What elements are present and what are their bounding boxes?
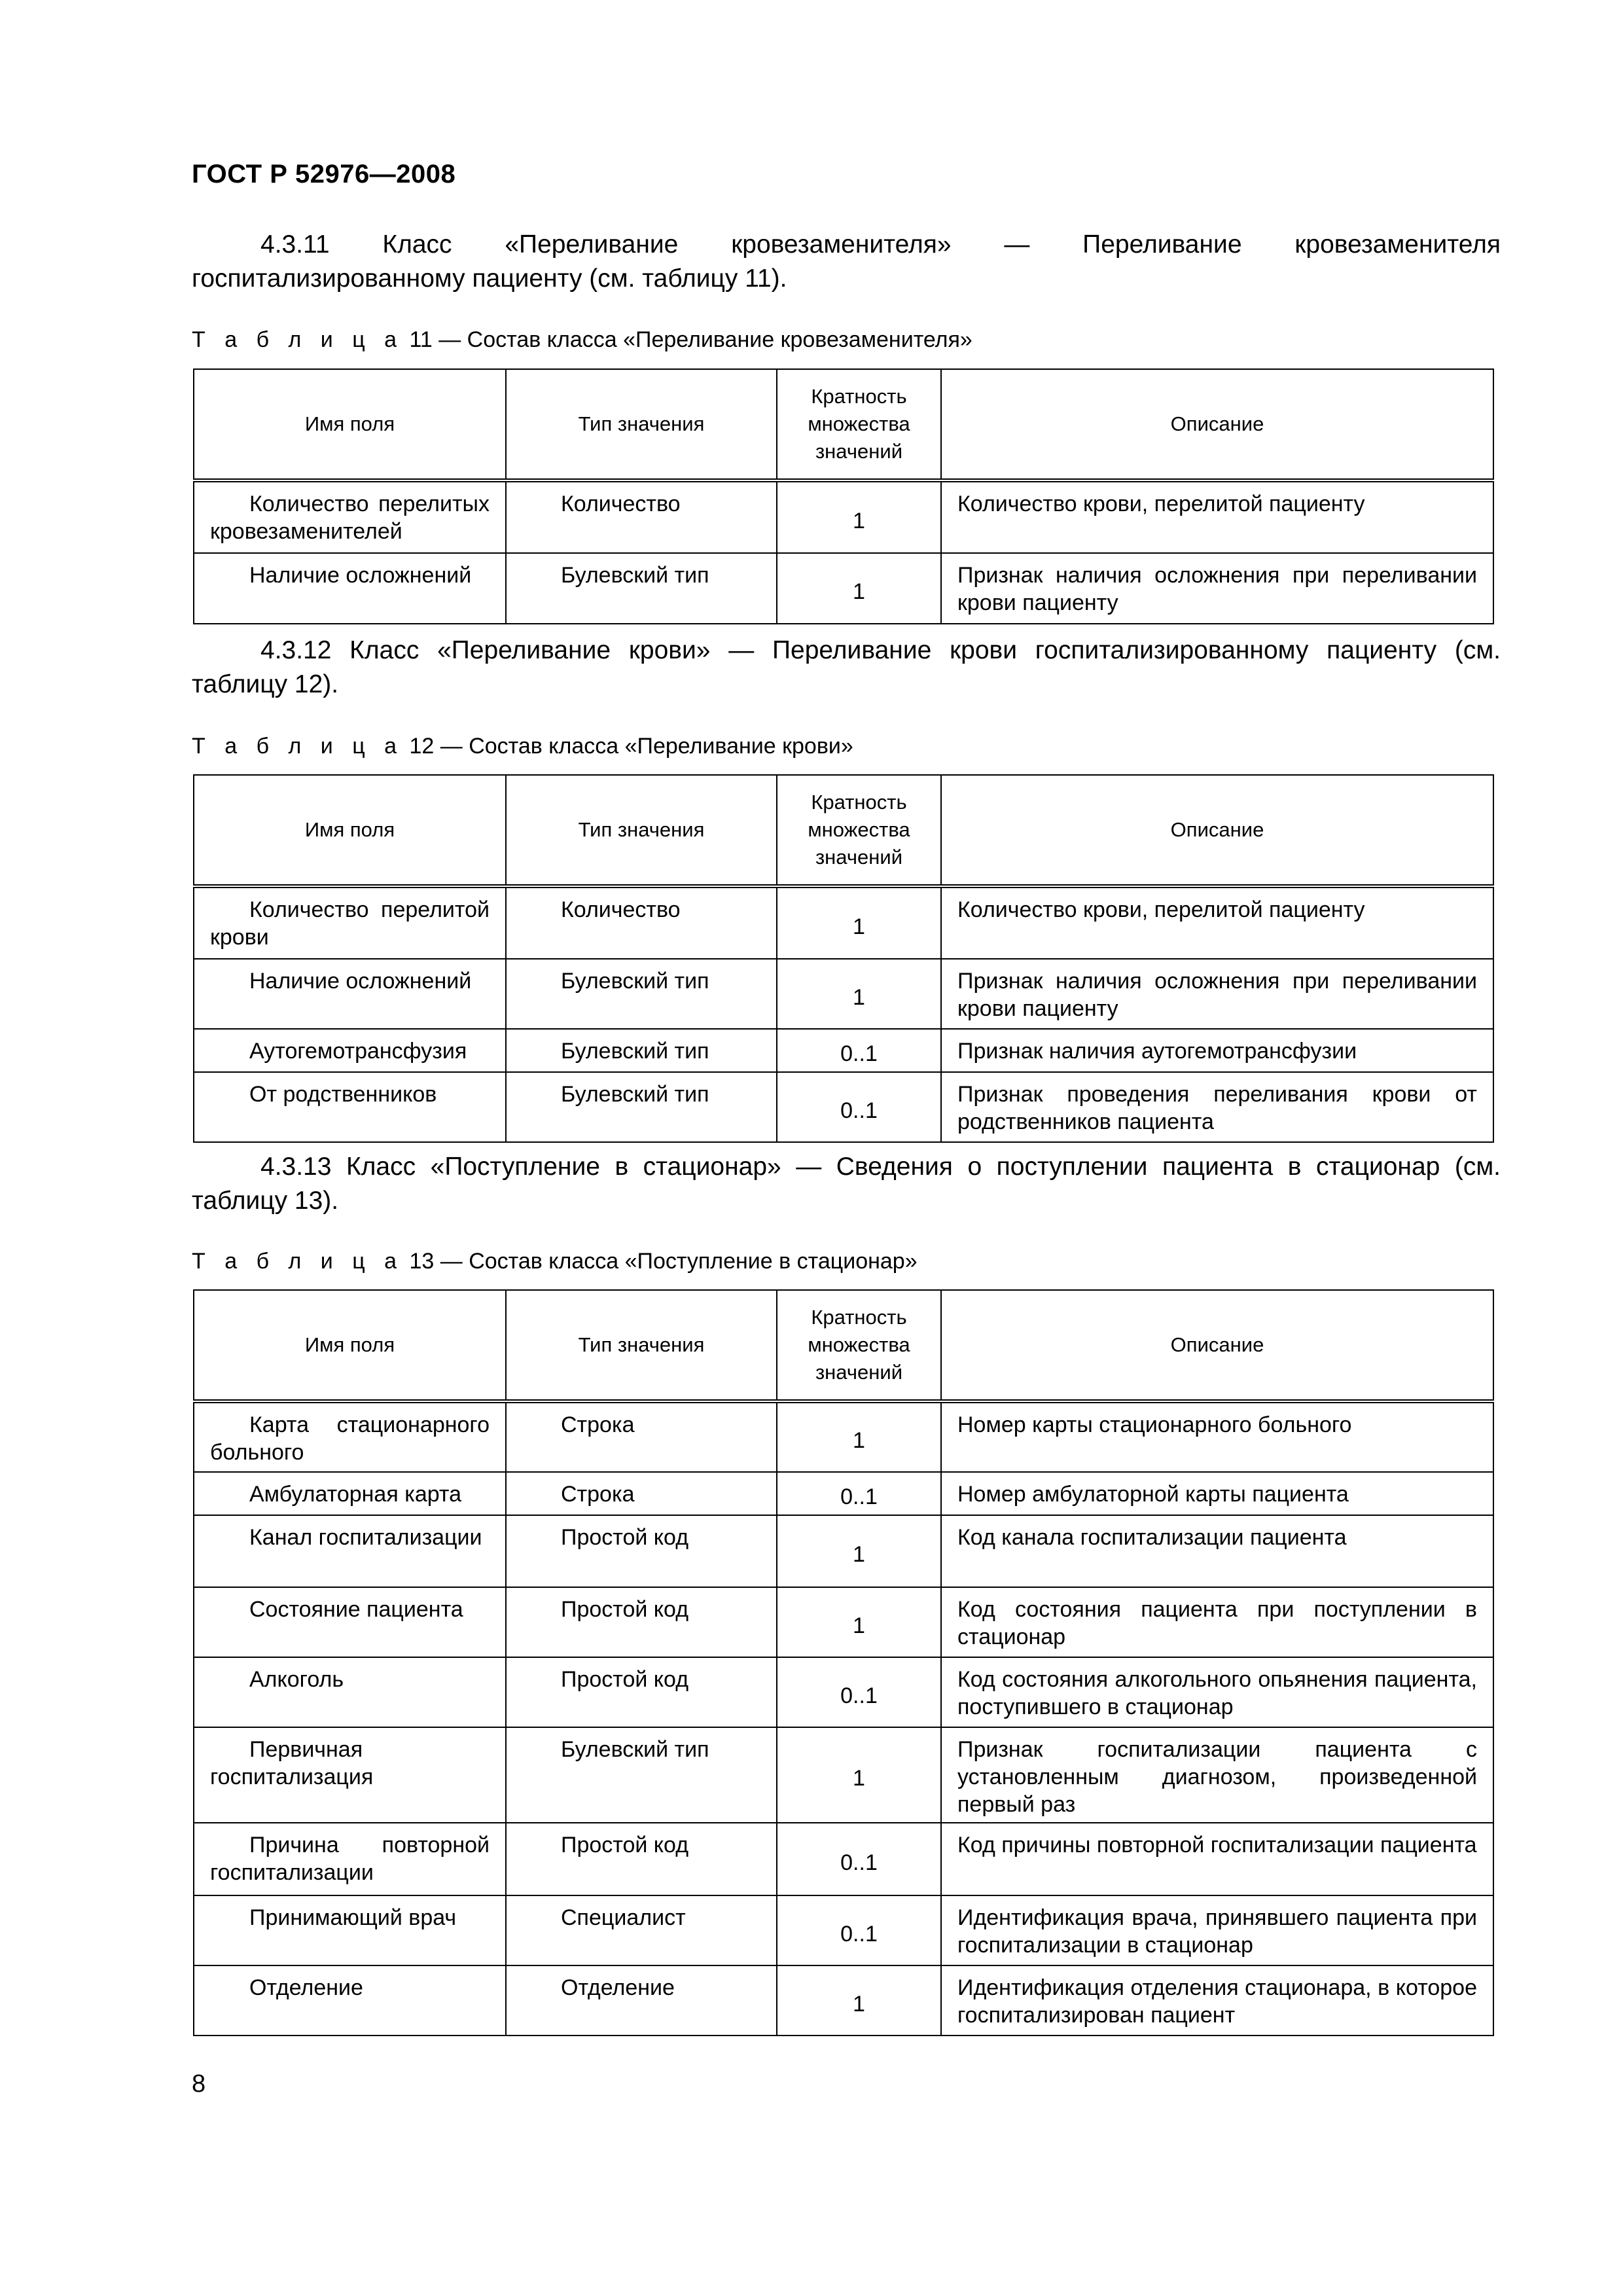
cell-value-type: Простой код (506, 1823, 777, 1895)
cell-multiplicity: 1 (777, 886, 941, 959)
cell-multiplicity: 0..1 (777, 1072, 941, 1142)
cell-multiplicity: 1 (777, 553, 941, 624)
cell-field-name: От родственников (194, 1072, 506, 1142)
cell-description: Код состояния пациента при поступлении в стационар (941, 1587, 1493, 1657)
paragraph-4-3-11: 4.3.11 Класс «Переливание кровезаменителя» — Переливание кровезаменителя госпитализированному пациенту (см. таблицу 11). (192, 230, 1501, 293)
table-row (194, 1401, 1493, 1472)
header-value-type: Тип значения (506, 1290, 777, 1401)
table-12 (193, 774, 1494, 1143)
table-13-caption (192, 1249, 918, 1274)
cell-description: Номер амбулаторной карты пациента (941, 1472, 1493, 1515)
caption-prefix: Т а б л и ц а (192, 734, 404, 759)
cell-multiplicity: 1 (777, 1965, 941, 2036)
cell-description: Признак госпитализации пациента с установленным диагнозом, произведенной первый раз (941, 1727, 1493, 1823)
document-header: ГОСТ Р 52976—2008 (192, 160, 456, 188)
cell-field-name: Наличие осложнений (194, 959, 506, 1029)
cell-value-type: Булевский тип (506, 553, 777, 624)
table-row (194, 959, 1493, 1029)
cell-description: Признак наличия осложнения при переливании крови пациенту (941, 553, 1493, 624)
cell-field-name: Наличие осложнений (194, 553, 506, 624)
cell-description: Идентификация врача, принявшего пациента при госпитализации в стационар (941, 1895, 1493, 1965)
header-field-name: Имя поля (194, 369, 506, 480)
table-row (194, 1472, 1493, 1515)
table-11 (193, 368, 1494, 624)
cell-field-name: Аутогемотрансфузия (194, 1029, 506, 1072)
cell-multiplicity: 1 (777, 1727, 941, 1823)
cell-description: Идентификация отделения стационара, в которое госпитализирован пациент (941, 1965, 1493, 2036)
cell-field-name: Первичная госпитализация (194, 1727, 506, 1823)
cell-field-name: Алкоголь (194, 1657, 506, 1727)
cell-value-type: Булевский тип (506, 1029, 777, 1072)
table-row (194, 1029, 1493, 1072)
table-header-row (194, 1290, 1493, 1401)
cell-description: Количество крови, перелитой пациенту (941, 886, 1493, 959)
header-value-type: Тип значения (506, 775, 777, 886)
cell-description: Признак наличия осложнения при переливании крови пациенту (941, 959, 1493, 1029)
cell-field-name: Отделение (194, 1965, 506, 2036)
cell-multiplicity: 1 (777, 959, 941, 1029)
cell-description: Код состояния алкогольного опьянения пациента, поступившего в стационар (941, 1657, 1493, 1727)
cell-value-type: Отделение (506, 1965, 777, 2036)
header-value-type: Тип значения (506, 369, 777, 480)
cell-multiplicity: 1 (777, 1587, 941, 1657)
cell-description: Признак наличия аутогемотрансфузии (941, 1029, 1493, 1072)
cell-value-type: Количество (506, 886, 777, 959)
cell-value-type: Количество (506, 480, 777, 553)
table-row (194, 1657, 1493, 1727)
cell-field-name: Карта стационарного больного (194, 1401, 506, 1472)
cell-multiplicity: 0..1 (777, 1823, 941, 1895)
header-multiplicity: Кратность множества значений (777, 369, 941, 480)
caption-text: 12 — Состав класса «Переливание крови» (403, 734, 853, 759)
cell-field-name: Количество перелитой крови (194, 886, 506, 959)
page-number: 8 (192, 2070, 206, 2098)
caption-prefix: Т а б л и ц а (192, 327, 404, 352)
cell-description: Количество крови, перелитой пациенту (941, 480, 1493, 553)
table-row (194, 886, 1493, 959)
cell-field-name: Амбулаторная карта (194, 1472, 506, 1515)
cell-value-type: Строка (506, 1472, 777, 1515)
cell-multiplicity: 0..1 (777, 1657, 941, 1727)
table-row (194, 1587, 1493, 1657)
table-header-row (194, 369, 1493, 480)
table-row (194, 1727, 1493, 1823)
cell-field-name: Канал госпитализации (194, 1515, 506, 1587)
header-description: Описание (941, 369, 1493, 480)
cell-value-type: Булевский тип (506, 1072, 777, 1142)
header-field-name: Имя поля (194, 1290, 506, 1401)
cell-value-type: Строка (506, 1401, 777, 1472)
header-description: Описание (941, 775, 1493, 886)
paragraph-4-3-13: 4.3.13 Класс «Поступление в стационар» — Сведения о поступлении пациента в стационар (см. таблицу 13). (192, 1153, 1501, 1215)
cell-multiplicity: 0..1 (777, 1895, 941, 1965)
caption-prefix: Т а б л и ц а (192, 1249, 404, 1274)
header-description: Описание (941, 1290, 1493, 1401)
cell-field-name: Принимающий врач (194, 1895, 506, 1965)
cell-value-type: Простой код (506, 1657, 777, 1727)
cell-field-name: Причина повторной госпитализации (194, 1823, 506, 1895)
cell-value-type: Простой код (506, 1515, 777, 1587)
caption-text: 11 — Состав класса «Переливание кровезаменителя» (403, 327, 972, 352)
cell-multiplicity: 0..1 (777, 1472, 941, 1515)
cell-value-type: Булевский тип (506, 959, 777, 1029)
cell-value-type: Специалист (506, 1895, 777, 1965)
table-row (194, 1823, 1493, 1895)
table-11-caption (192, 327, 972, 353)
table-row (194, 553, 1493, 624)
header-multiplicity: Кратность множества значений (777, 775, 941, 886)
table-row (194, 1515, 1493, 1587)
cell-value-type: Булевский тип (506, 1727, 777, 1823)
cell-multiplicity: 0..1 (777, 1029, 941, 1072)
cell-multiplicity: 1 (777, 1401, 941, 1472)
table-13 (193, 1289, 1494, 2036)
cell-field-name: Состояние пациента (194, 1587, 506, 1657)
cell-value-type: Простой код (506, 1587, 777, 1657)
cell-description: Код канала госпитализации пациента (941, 1515, 1493, 1587)
table-header-row (194, 775, 1493, 886)
table-row (194, 1072, 1493, 1142)
cell-multiplicity: 1 (777, 1515, 941, 1587)
cell-multiplicity: 1 (777, 480, 941, 553)
caption-text: 13 — Состав класса «Поступление в стационар» (403, 1249, 918, 1274)
table-row (194, 1895, 1493, 1965)
cell-description: Код причины повторной госпитализации пациента (941, 1823, 1493, 1895)
cell-description: Признак проведения переливания крови от родственников пациента (941, 1072, 1493, 1142)
cell-field-name: Количество перелитых кровезаменителей (194, 480, 506, 553)
header-multiplicity: Кратность множества значений (777, 1290, 941, 1401)
header-field-name: Имя поля (194, 775, 506, 886)
paragraph-4-3-12: 4.3.12 Класс «Переливание крови» — Переливание крови госпитализированному пациенту (см. таблицу 12). (192, 636, 1501, 698)
table-12-caption (192, 734, 853, 759)
cell-description: Номер карты стационарного больного (941, 1401, 1493, 1472)
table-row (194, 480, 1493, 553)
table-row (194, 1965, 1493, 2036)
